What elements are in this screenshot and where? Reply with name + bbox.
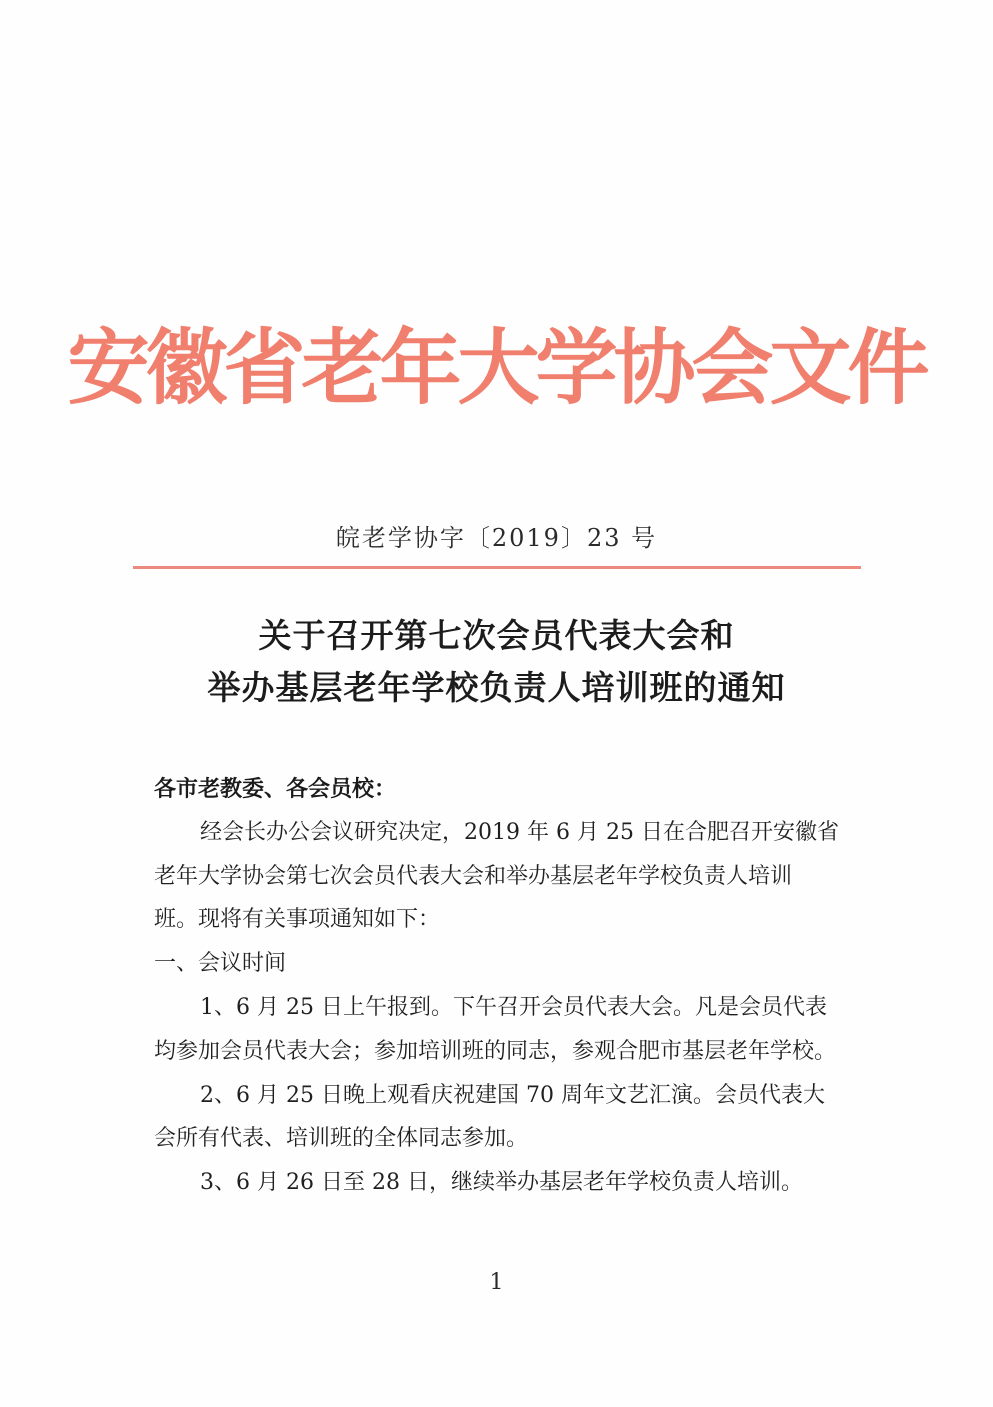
body-line: 老年大学协会第七次会员代表大会和举办基层老年学校负责人培训 — [154, 864, 793, 889]
body-line: 会所有代表、培训班的全体同志参加。 — [154, 1126, 529, 1151]
body-line: 3、6 月 26 日至 28 日，继续举办基层老年学校负责人培训。 — [200, 1170, 803, 1195]
red-header-title: 安徽省老年大学协会文件 — [67, 320, 926, 416]
notice-title-line-2: 举办基层老年学校负责人培训班的通知 — [207, 668, 786, 707]
notice-title-line-1: 关于召开第七次会员代表大会和 — [258, 616, 735, 655]
salutation: 各市老教委、各会员校： — [154, 777, 397, 802]
body-line: 经会长办公会议研究决定，2019 年 6 月 25 日在合肥召开安徽省 — [200, 820, 839, 845]
document-number: 皖老学协字〔2019〕23 号 — [335, 524, 658, 552]
body-line: 2、6 月 25 日晚上观看庆祝建国 70 周年文艺汇演。会员代表大 — [200, 1083, 825, 1108]
body-line: 1、6 月 25 日上午报到。下午召开会员代表大会。凡是会员代表 — [200, 995, 827, 1020]
body-line: 均参加会员代表大会；参加培训班的同志，参观合肥市基层老年学校。 — [154, 1039, 837, 1064]
red-divider-rule — [133, 566, 861, 569]
page-number: 1 — [489, 1270, 504, 1295]
section-heading: 一、会议时间 — [154, 951, 287, 976]
body-line: 班。现将有关事项通知如下： — [154, 907, 441, 932]
